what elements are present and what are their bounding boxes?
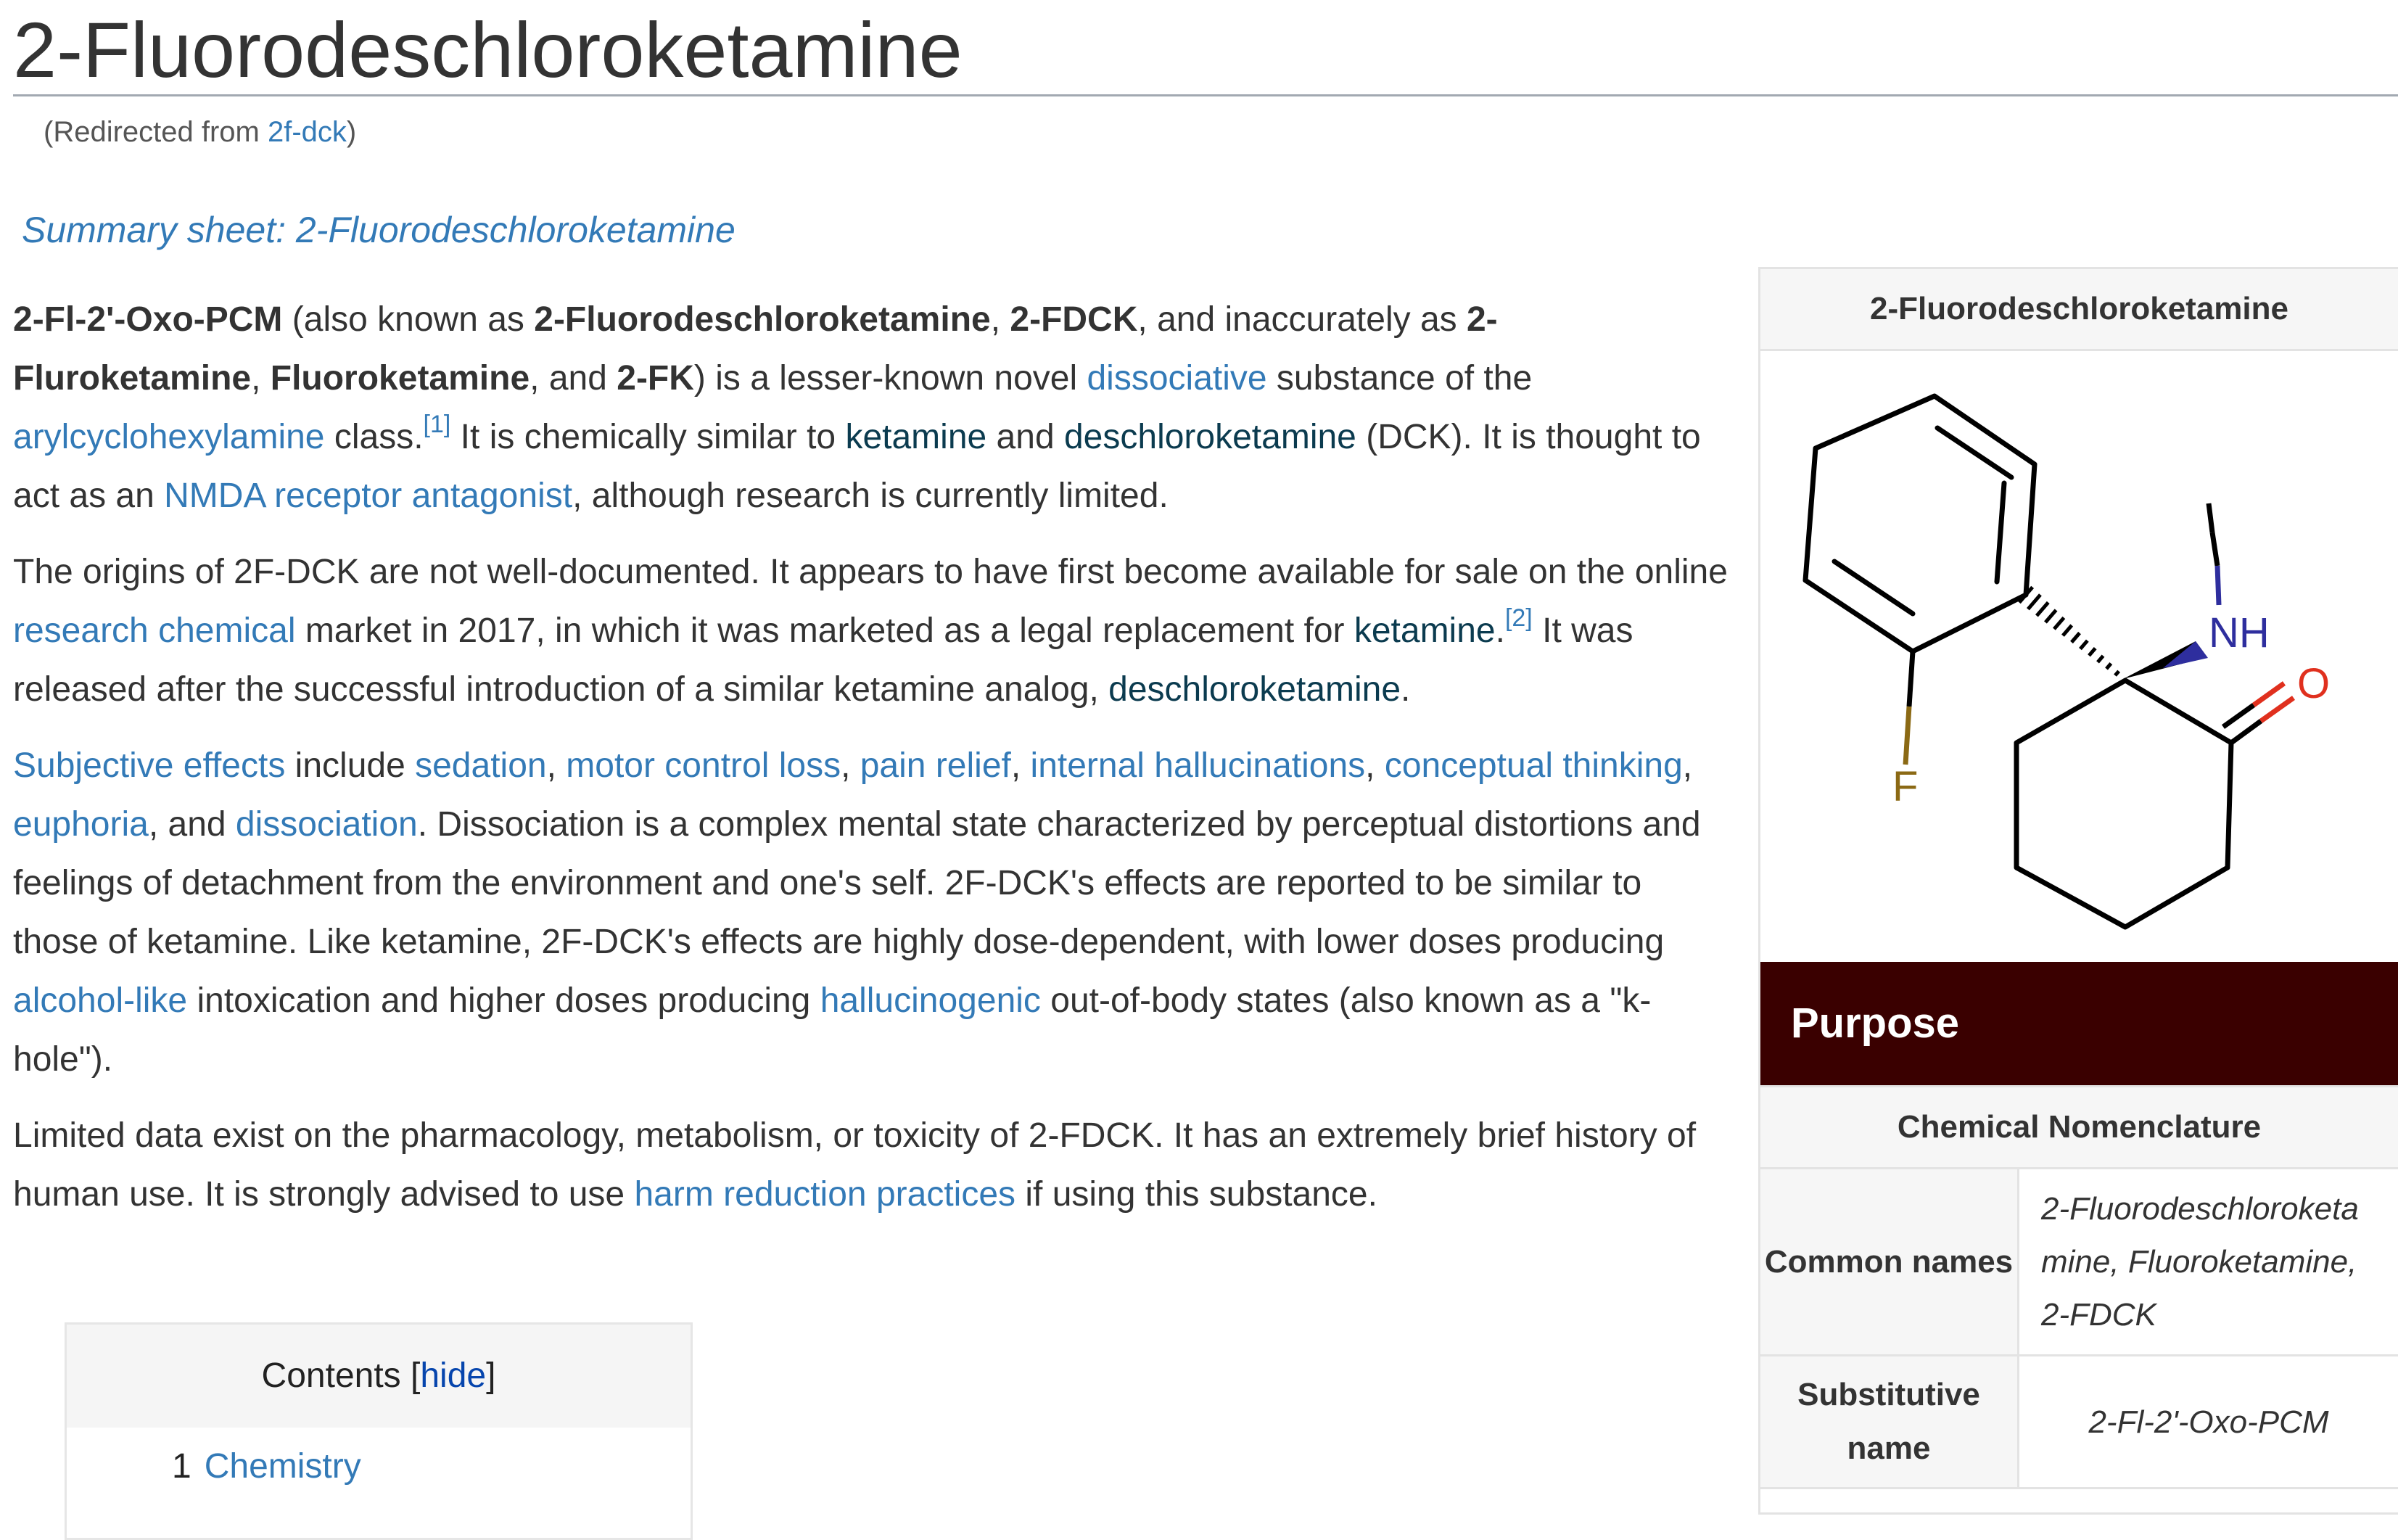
hashed-wedge-stroke	[2089, 648, 2096, 656]
safety-paragraph	[13, 1106, 1732, 1224]
bold-term: 2-Fluroketamine	[13, 300, 1498, 398]
link-deschloroketamine[interactable]: deschloroketamine	[1063, 418, 1356, 456]
carbonyl-bond	[2254, 683, 2284, 705]
text: if using this substance.	[1015, 1175, 1377, 1214]
text: (DCK). It is thought to act as an	[13, 418, 1701, 515]
summary-sheet-link[interactable]: Summary sheet: 2-Fluorodeschloroketamine	[22, 210, 736, 250]
toc-bracket: ]	[486, 1356, 496, 1395]
chemical-structure-image	[1760, 351, 2398, 962]
link-dissociation[interactable]: dissociation	[235, 805, 418, 844]
hashed-wedge-stroke	[2037, 602, 2048, 615]
methyl-bond	[2212, 532, 2217, 566]
infobox	[1758, 267, 2398, 1515]
reference-link[interactable]: [1]	[423, 411, 451, 438]
text: It is chemically similar to	[450, 418, 846, 456]
text: .	[1401, 670, 1411, 709]
link-pain-relief[interactable]: pain relief	[860, 746, 1011, 785]
oxygen-atom-label: O	[2297, 660, 2331, 707]
text: Limited data exist on the pharmacology, metabolism, or toxicity of 2-FDCK. It has an extremely brief history of human use. It is strongly advised to use	[13, 1116, 1697, 1214]
infobox-row-value: 2-Fl-2'-Oxo-PCM	[2088, 1404, 2329, 1440]
text: out-of-body states (also known as a "k-hole").	[13, 981, 1652, 1079]
hashed-wedge-stroke	[2106, 664, 2111, 669]
solid-wedge-bond-nitrogen	[2163, 641, 2208, 668]
toc-hide-toggle[interactable]: hide	[420, 1356, 487, 1395]
nitrogen-bond	[2217, 566, 2219, 605]
text: ,	[1010, 746, 1031, 785]
origins-paragraph	[13, 543, 1732, 719]
link-dissociative[interactable]: dissociative	[1087, 359, 1267, 398]
text: , and	[530, 359, 617, 398]
link-hallucinogenic[interactable]: hallucinogenic	[820, 981, 1041, 1020]
hashed-wedge-stroke	[2054, 618, 2064, 630]
hashed-wedge-stroke	[2115, 671, 2119, 675]
text: , and inaccurately as	[1137, 300, 1467, 339]
infobox-title: 2-Fluorodeschloroketamine	[1760, 269, 2398, 351]
redirect-source-link[interactable]: 2f-dck	[267, 116, 347, 148]
hashed-wedge-stroke	[2045, 610, 2056, 622]
link-subjective-effects[interactable]: Subjective effects	[13, 746, 286, 785]
toc-header	[67, 1325, 691, 1428]
page-title: 2-Fluorodeschloroketamine	[13, 6, 963, 94]
nomenclature-header: Chemical Nomenclature	[1760, 1085, 2398, 1169]
reference-link[interactable]: [2]	[1504, 604, 1533, 632]
fluorine-bond	[1909, 651, 1913, 707]
hashed-wedge-stroke	[2080, 641, 2088, 648]
infobox-row-common-names	[1760, 1169, 2398, 1356]
link-conceptual-thinking[interactable]: conceptual thinking	[1384, 746, 1683, 785]
text: intoxication and higher doses producing	[187, 981, 820, 1020]
text: ,	[1365, 746, 1385, 785]
aromatic-bond	[1937, 428, 2011, 477]
text: ,	[1682, 746, 1693, 785]
text: .	[1495, 612, 1505, 650]
redirect-prefix: (Redirected from	[44, 116, 268, 148]
table-of-contents	[65, 1322, 693, 1540]
link-alcohol-like[interactable]: alcohol-like	[13, 981, 188, 1020]
text: (also known as	[282, 300, 535, 339]
link-euphoria[interactable]: euphoria	[13, 805, 149, 844]
text: , and	[148, 805, 236, 844]
effects-paragraph	[13, 736, 1732, 1089]
link-ketamine[interactable]: ketamine	[1353, 612, 1496, 650]
carbonyl-bond	[2223, 705, 2254, 727]
carbonyl-bond	[2231, 721, 2261, 743]
title-divider	[13, 94, 2398, 96]
text: ,	[251, 359, 271, 398]
aromatic-bond	[1997, 483, 2004, 582]
hashed-wedge-stroke	[2124, 679, 2127, 683]
text: , although research is currently limited.	[572, 477, 1169, 515]
bold-term: 2-Fl-2'-Oxo-PCM	[13, 300, 283, 339]
nh-atom-label: NH	[2209, 609, 2270, 656]
intro-paragraph	[13, 290, 1732, 525]
purpose-header: Purpose	[1760, 962, 2398, 1085]
hashed-wedge-bond	[2019, 587, 2127, 682]
text: market in 2017, in which it was marketed as a legal replacement for	[295, 612, 1354, 650]
text: substance of the	[1266, 359, 1533, 398]
link-research-chemical[interactable]: research chemical	[13, 612, 296, 650]
bold-term: 2-Fluorodeschloroketamine	[534, 300, 991, 339]
text: and	[986, 418, 1064, 456]
text: ) is a lesser-known novel	[693, 359, 1087, 398]
link-motor-control-loss[interactable]: motor control loss	[566, 746, 841, 785]
text: ,	[546, 746, 566, 785]
link-ketamine[interactable]: ketamine	[845, 418, 987, 456]
text: ,	[841, 746, 860, 785]
bold-term: 2-FDCK	[1010, 300, 1138, 339]
text: It was released after the successful introduction of a similar ketamine analog,	[13, 612, 1633, 709]
redirect-suffix: )	[346, 116, 357, 148]
bold-term: 2-FK	[617, 359, 694, 398]
toc-item-number: 1	[172, 1447, 191, 1486]
toc-bracket: [	[400, 1356, 421, 1395]
text: class.	[324, 418, 424, 456]
link-internal-hallucinations[interactable]: internal hallucinations	[1030, 746, 1366, 785]
hashed-wedge-stroke	[2028, 595, 2040, 609]
infobox-row-label: Common names	[1760, 1169, 2019, 1354]
article-body	[13, 290, 1732, 1241]
infobox-row-value: 2-Fluorodeschloroketamine, Fluoroketamine, 2-FDCK	[2041, 1191, 2359, 1333]
link-arylcyclohexylamine[interactable]: arylcyclohexylamine	[13, 418, 325, 456]
hashed-wedge-stroke	[2063, 625, 2072, 635]
text: . Dissociation is a complex mental state characterized by perceptual distortions and feelings of detachment from the environment and one's self. 2F-DCK's effects are reported to be similar to those of ketamine. Like ketamine, 2F-DCK's effects are highly dose-dependent, with lower doses producing	[13, 805, 1701, 961]
carbonyl-bond	[2261, 698, 2294, 721]
toc-item-link[interactable]: Chemistry	[204, 1447, 361, 1486]
link-nmda-receptor-antagonist[interactable]: NMDA receptor antagonist	[164, 477, 573, 515]
toc-title: Contents	[261, 1356, 401, 1395]
link-sedation[interactable]: sedation	[415, 746, 547, 785]
link-deschloroketamine[interactable]: deschloroketamine	[1108, 670, 1401, 709]
fluorine-bond	[1905, 707, 1909, 765]
chemical-structure-drawing	[1760, 351, 2398, 962]
text: ,	[990, 300, 1010, 339]
infobox-row-label: Substitutive name	[1760, 1356, 2019, 1487]
infobox-row-substitutive-name	[1760, 1356, 2398, 1489]
methyl-bond	[2209, 503, 2212, 532]
hashed-wedge-stroke	[2098, 656, 2104, 662]
cyclohexanone-ring	[2016, 680, 2231, 927]
hashed-wedge-stroke	[2072, 633, 2080, 643]
toc-item[interactable]	[172, 1446, 361, 1486]
fluorine-atom-label: F	[1892, 763, 1919, 810]
text: include	[285, 746, 416, 785]
text: The origins of 2F-DCK are not well-documented. It appears to have first become available for sale on the online	[13, 553, 1728, 591]
bold-term: Fluoroketamine	[270, 359, 530, 398]
link-harm-reduction[interactable]: harm reduction practices	[634, 1175, 1016, 1214]
redirect-note	[44, 116, 356, 149]
